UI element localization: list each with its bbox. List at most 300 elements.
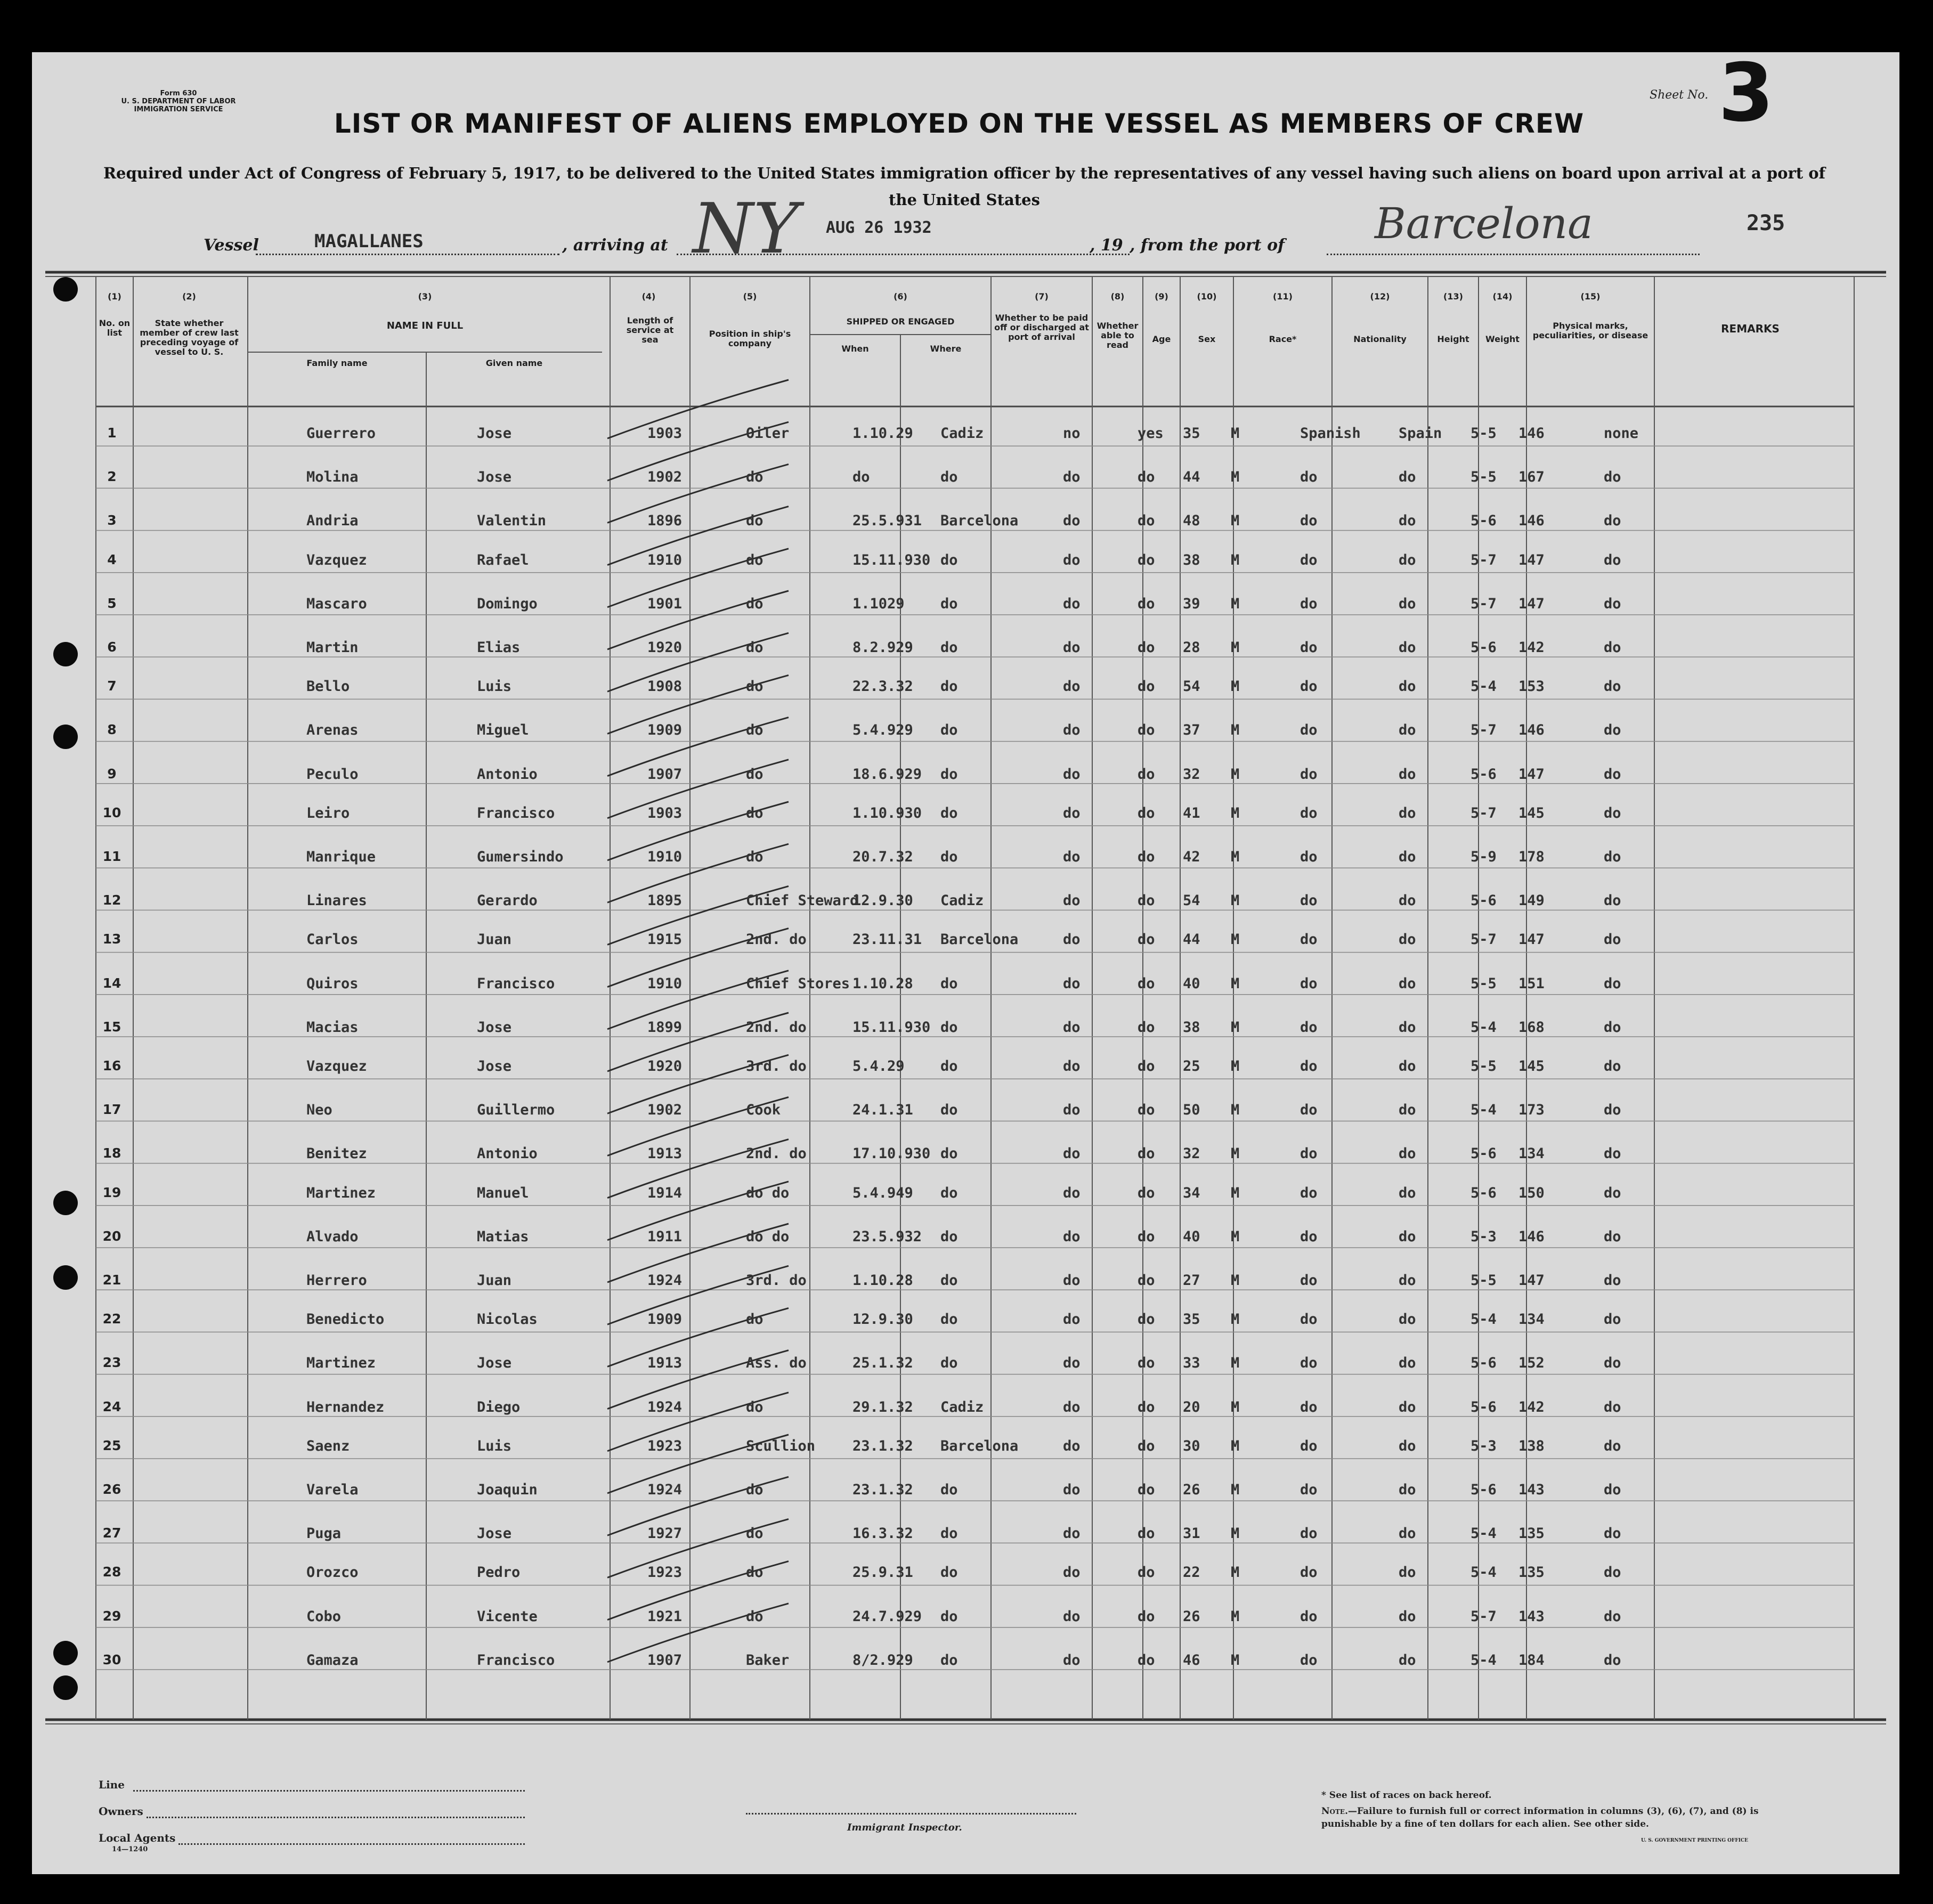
cell-sex: M [1231, 1564, 1240, 1581]
cell-weight: 167 [1518, 469, 1545, 486]
cell-marks: none [1604, 425, 1639, 442]
cell-race: do [1300, 892, 1318, 909]
cell-position: do [746, 512, 764, 530]
cell-marks: do [1604, 1184, 1621, 1201]
cell-position: 2nd. do [746, 931, 807, 948]
cell-nationality: do [1399, 892, 1416, 909]
cell-when: 24.7.929 [852, 1608, 922, 1625]
col7-header: Whether to be paid off or discharged at port of arrival [994, 313, 1089, 342]
cell-family: Benedicto [306, 1311, 385, 1328]
cell-position: Oiler [746, 425, 790, 442]
remarks-header: REMARKS [1721, 322, 1780, 335]
cell-paid: do [1063, 931, 1081, 948]
sheet-number-label: Sheet No. [1650, 88, 1709, 102]
cell-family: Neo [306, 1102, 332, 1119]
binder-hole [53, 642, 78, 666]
cell-race: do [1300, 1272, 1318, 1289]
cell-height: 5-6 [1471, 1398, 1497, 1415]
cell-given: Nicolas [477, 1311, 538, 1328]
cell-paid: do [1063, 1058, 1081, 1075]
cell-position: do do [746, 1228, 790, 1245]
cell-sex: M [1231, 975, 1240, 992]
cell-height: 5-7 [1471, 595, 1497, 612]
cell-paid: do [1063, 766, 1081, 783]
col12-number: (12) [1370, 291, 1390, 302]
col3-number: (3) [418, 291, 432, 302]
cell-race: do [1300, 849, 1318, 865]
given-name-header: Given name [485, 358, 543, 368]
cell-no: 24 [102, 1398, 121, 1414]
binder-hole [53, 1675, 78, 1700]
cell-sex: M [1231, 678, 1240, 695]
cell-sex: M [1231, 1228, 1240, 1245]
cell-paid: do [1063, 1102, 1081, 1119]
cell-no: 19 [102, 1184, 121, 1200]
cell-where: Cadiz [940, 892, 984, 909]
cell-given: Luis [477, 678, 512, 695]
cell-race: do [1300, 1398, 1318, 1415]
cell-where: Barcelona [940, 931, 1019, 948]
cell-weight: 135 [1518, 1525, 1545, 1542]
cell-age: 40 [1183, 975, 1200, 992]
cell-weight: 138 [1518, 1437, 1545, 1454]
cell-race: do [1300, 1482, 1318, 1498]
cell-sex: M [1231, 425, 1240, 442]
agents-fill [178, 1843, 525, 1845]
cell-height: 5-9 [1471, 849, 1497, 865]
cell-race: do [1300, 1355, 1318, 1372]
cell-when: 1.1029 [852, 595, 905, 612]
cell-no: 18 [102, 1145, 121, 1161]
cell-height: 5-5 [1471, 1058, 1497, 1075]
cell-given: Luis [477, 1437, 512, 1454]
cell-height: 5-4 [1471, 1102, 1497, 1119]
cell-where: do [940, 1102, 958, 1119]
cell-nationality: do [1399, 512, 1416, 530]
cell-where: do [940, 804, 958, 821]
cell-when: 5.4.949 [852, 1184, 913, 1201]
cell-service: 1921 [647, 1608, 683, 1625]
manifest-sheet [32, 52, 1899, 1874]
cell-position: do [746, 639, 764, 656]
cell-marks: do [1604, 469, 1621, 486]
cell-height: 5-4 [1471, 1019, 1497, 1036]
cell-nationality: do [1399, 469, 1416, 486]
cell-age: 44 [1183, 469, 1200, 486]
cell-age: 30 [1183, 1437, 1200, 1454]
cell-sex: M [1231, 1398, 1240, 1415]
department-name: U. S. DEPARTMENT OF LABOR [121, 97, 236, 105]
cell-family: Molina [306, 469, 359, 486]
cell-paid: do [1063, 1608, 1081, 1625]
cell-where: do [940, 595, 958, 612]
cell-read: do [1138, 1019, 1155, 1036]
cell-position: Scullion [746, 1437, 816, 1454]
footer-line-label: Line [99, 1778, 125, 1791]
cell-race: do [1300, 469, 1318, 486]
cell-race: do [1300, 931, 1318, 948]
cell-service: 1924 [647, 1398, 683, 1415]
cell-race: do [1300, 1145, 1318, 1162]
cell-position: Baker [746, 1651, 790, 1669]
races-note: * See list of races on back hereof. [1321, 1790, 1492, 1801]
cell-height: 5-4 [1471, 1651, 1497, 1669]
cell-when: 16.3.32 [852, 1525, 913, 1542]
cell-given: Joaquin [477, 1482, 538, 1498]
cell-weight: 146 [1518, 425, 1545, 442]
cell-service: 1923 [647, 1564, 683, 1581]
cell-given: Juan [477, 931, 512, 948]
cell-family: Herrero [306, 1272, 367, 1289]
cell-height: 5-4 [1471, 678, 1497, 695]
cell-paid: do [1063, 1482, 1081, 1498]
cell-nationality: do [1399, 639, 1416, 656]
col9-header: Age [1152, 334, 1171, 344]
cell-height: 5-7 [1471, 804, 1497, 821]
cell-when: 8.2.929 [852, 639, 913, 656]
line-fill [133, 1790, 525, 1792]
cell-nationality: do [1399, 1184, 1416, 1201]
cell-service: 1896 [647, 512, 683, 530]
cell-height: 5-4 [1471, 1564, 1497, 1581]
cell-service: 1913 [647, 1145, 683, 1162]
cell-weight: 178 [1518, 849, 1545, 865]
cell-read: do [1138, 849, 1155, 865]
cell-age: 26 [1183, 1608, 1200, 1625]
cell-height: 5-5 [1471, 975, 1497, 992]
cell-paid: do [1063, 1228, 1081, 1245]
cell-given: Gerardo [477, 892, 538, 909]
cell-age: 34 [1183, 1184, 1200, 1201]
cell-read: do [1138, 722, 1155, 739]
cell-when: 24.1.31 [852, 1102, 913, 1119]
cell-paid: do [1063, 678, 1081, 695]
cell-given: Diego [477, 1398, 521, 1415]
cell-when: 20.7.32 [852, 849, 913, 865]
cell-nationality: do [1399, 1437, 1416, 1454]
cell-position: do [746, 595, 764, 612]
cell-weight: 149 [1518, 892, 1545, 909]
from-port-label: , from the port of [1130, 236, 1285, 255]
cell-sex: M [1231, 1184, 1240, 1201]
binder-hole [53, 1265, 78, 1290]
cell-weight: 134 [1518, 1311, 1545, 1328]
cell-sex: M [1231, 1608, 1240, 1625]
cell-when: 25.9.31 [852, 1564, 913, 1581]
cell-marks: do [1604, 804, 1621, 821]
cell-height: 5-6 [1471, 512, 1497, 530]
cell-when: 17.10.930 [852, 1145, 931, 1162]
cell-nationality: do [1399, 1145, 1416, 1162]
agents-form-number: 14—1240 [112, 1845, 148, 1853]
cell-service: 1923 [647, 1437, 683, 1454]
cell-race: do [1300, 1437, 1318, 1454]
cell-weight: 142 [1518, 639, 1545, 656]
cell-paid: do [1063, 1019, 1081, 1036]
cell-read: do [1138, 512, 1155, 530]
cell-age: 32 [1183, 766, 1200, 783]
cell-height: 5-7 [1471, 722, 1497, 739]
col1-header: No. on list [99, 318, 131, 338]
cell-read: do [1138, 1564, 1155, 1581]
cell-read: do [1138, 469, 1155, 486]
cell-age: 38 [1183, 1019, 1200, 1036]
cell-paid: do [1063, 975, 1081, 992]
cell-paid: do [1063, 1184, 1081, 1201]
cell-race: do [1300, 678, 1318, 695]
cell-nationality: do [1399, 551, 1416, 568]
cell-paid: do [1063, 1398, 1081, 1415]
cell-weight: 143 [1518, 1482, 1545, 1498]
cell-age: 28 [1183, 639, 1200, 656]
cell-read: do [1138, 1608, 1155, 1625]
cell-age: 26 [1183, 1482, 1200, 1498]
cell-family: Martinez [306, 1184, 376, 1201]
cell-service: 1903 [647, 804, 683, 821]
cell-family: Alvado [306, 1228, 359, 1245]
cell-age: 44 [1183, 931, 1200, 948]
page-subtitle: Required under Act of Congress of February 5, 1917, to be delivered to the United States immigration officer by the representatives of any vessel having such aliens on board upon arrival at a port of the United States [103, 164, 1826, 209]
cell-where: do [940, 975, 958, 992]
cell-marks: do [1604, 595, 1621, 612]
cell-service: 1895 [647, 892, 683, 909]
cell-marks: do [1604, 1564, 1621, 1581]
cell-where: do [940, 1058, 958, 1075]
cell-family: Martinez [306, 1355, 376, 1372]
cell-family: Andria [306, 512, 359, 530]
cell-no: 14 [102, 975, 121, 991]
cell-race: Spanish [1300, 425, 1361, 442]
col4-number: (4) [641, 291, 656, 302]
cell-height: 5-5 [1471, 1272, 1497, 1289]
cell-no: 21 [102, 1272, 121, 1288]
cell-no: 29 [102, 1608, 121, 1624]
cell-paid: do [1063, 639, 1081, 656]
cell-family: Quiros [306, 975, 359, 992]
arriving-label: , arriving at [562, 236, 668, 255]
cell-read: do [1138, 678, 1155, 695]
cell-no: 12 [102, 892, 121, 908]
cell-race: do [1300, 1019, 1318, 1036]
cell-sex: M [1231, 1437, 1240, 1454]
cell-given: Antonio [477, 1145, 538, 1162]
cell-marks: do [1604, 892, 1621, 909]
cell-given: Antonio [477, 766, 538, 783]
cell-service: 1914 [647, 1184, 683, 1201]
cell-weight: 146 [1518, 512, 1545, 530]
cell-family: Guerrero [306, 425, 376, 442]
owners-fill [147, 1817, 525, 1818]
cell-no: 6 [107, 639, 117, 655]
cell-service: 1920 [647, 639, 683, 656]
cell-read: do [1138, 931, 1155, 948]
cell-read: do [1138, 595, 1155, 612]
cell-position: do [746, 1311, 764, 1328]
col6-header: SHIPPED OR ENGAGED [846, 316, 955, 327]
cell-weight: 147 [1518, 551, 1545, 568]
cell-marks: do [1604, 1651, 1621, 1669]
cell-nationality: do [1399, 1355, 1416, 1372]
cell-no: 9 [107, 766, 117, 782]
cell-no: 16 [102, 1058, 121, 1073]
cell-given: Vicente [477, 1608, 538, 1625]
cell-when: 23.1.32 [852, 1482, 913, 1498]
col13-number: (13) [1443, 291, 1463, 302]
cell-sex: M [1231, 931, 1240, 948]
cell-race: do [1300, 512, 1318, 530]
cell-given: Matias [477, 1228, 529, 1245]
cell-paid: do [1063, 1437, 1081, 1454]
cell-paid: do [1063, 1525, 1081, 1542]
cell-no: 7 [107, 678, 117, 694]
col5-header: Position in ship's company [709, 329, 791, 348]
cell-marks: do [1604, 849, 1621, 865]
cell-service: 1902 [647, 1102, 683, 1119]
cell-no: 22 [102, 1311, 121, 1327]
penalty-note [1321, 1805, 1801, 1830]
cell-when: 12.9.30 [852, 892, 913, 909]
cell-race: do [1300, 1184, 1318, 1201]
cell-race: do [1300, 1311, 1318, 1328]
cell-weight: 145 [1518, 804, 1545, 821]
cell-no: 26 [102, 1482, 121, 1497]
col1-number: (1) [108, 291, 121, 302]
cell-when: 23.11.31 [852, 931, 922, 948]
cell-race: do [1300, 1608, 1318, 1625]
cell-sex: M [1231, 1058, 1240, 1075]
cell-when: 29.1.32 [852, 1398, 913, 1415]
cell-read: do [1138, 1145, 1155, 1162]
cell-race: do [1300, 766, 1318, 783]
cell-service: 1927 [647, 1525, 683, 1542]
cell-position: Chief Stores [746, 975, 850, 992]
binder-hole [53, 277, 78, 302]
footer-owners-label: Owners [99, 1805, 143, 1818]
cell-sex: M [1231, 469, 1240, 486]
cell-weight: 150 [1518, 1184, 1545, 1201]
cell-age: 37 [1183, 722, 1200, 739]
cell-where: do [940, 1651, 958, 1669]
cell-weight: 153 [1518, 678, 1545, 695]
cell-where: do [940, 722, 958, 739]
cell-sex: M [1231, 551, 1240, 568]
cell-marks: do [1604, 1272, 1621, 1289]
cell-age: 54 [1183, 892, 1200, 909]
cell-sex: M [1231, 849, 1240, 865]
year-label: , 19 [1090, 236, 1123, 255]
cell-when: do [852, 469, 870, 486]
printing-office: U. S. GOVERNMENT PRINTING OFFICE [1641, 1838, 1749, 1843]
cell-marks: do [1604, 1228, 1621, 1245]
cell-marks: do [1604, 931, 1621, 948]
cell-paid: do [1063, 722, 1081, 739]
cell-given: Jose [477, 1355, 512, 1372]
cell-where: do [940, 1228, 958, 1245]
cell-height: 5-7 [1471, 551, 1497, 568]
cell-when: 1.10.28 [852, 1272, 913, 1289]
cell-height: 5-5 [1471, 425, 1497, 442]
cell-given: Elias [477, 639, 521, 656]
cell-position: 2nd. do [746, 1019, 807, 1036]
cell-service: 1915 [647, 931, 683, 948]
cell-where: do [940, 1019, 958, 1036]
cell-weight: 147 [1518, 1272, 1545, 1289]
cell-family: Bello [306, 678, 350, 695]
cell-family: Benitez [306, 1145, 367, 1162]
cell-position: do [746, 804, 764, 821]
cell-read: do [1138, 1228, 1155, 1245]
cell-paid: do [1063, 1311, 1081, 1328]
cell-paid: do [1063, 595, 1081, 612]
cell-where: do [940, 849, 958, 865]
cell-read: do [1138, 1437, 1155, 1454]
cell-read: do [1138, 766, 1155, 783]
cell-height: 5-6 [1471, 639, 1497, 656]
cell-nationality: do [1399, 849, 1416, 865]
cell-family: Orozco [306, 1564, 359, 1581]
col2-number: (2) [182, 291, 196, 302]
cell-read: do [1138, 1398, 1155, 1415]
cell-paid: no [1063, 425, 1081, 442]
cell-paid: do [1063, 1651, 1081, 1669]
cell-sex: M [1231, 892, 1240, 909]
cell-nationality: do [1399, 1272, 1416, 1289]
cell-position: do [746, 1482, 764, 1498]
cell-nationality: do [1399, 1102, 1416, 1119]
cell-given: Jose [477, 1058, 512, 1075]
cell-service: 1924 [647, 1482, 683, 1498]
cell-given: Francisco [477, 804, 555, 821]
cell-when: 1.10.930 [852, 804, 922, 821]
cell-where: do [940, 551, 958, 568]
cell-given: Gumersindo [477, 849, 564, 865]
cell-when: 12.9.30 [852, 1311, 913, 1328]
cell-nationality: do [1399, 722, 1416, 739]
cell-marks: do [1604, 678, 1621, 695]
cell-read: do [1138, 892, 1155, 909]
cell-nationality: do [1399, 804, 1416, 821]
cell-weight: 184 [1518, 1651, 1545, 1669]
cell-no: 1 [107, 425, 117, 441]
cell-where: do [940, 1608, 958, 1625]
cell-paid: do [1063, 469, 1081, 486]
cell-paid: do [1063, 892, 1081, 909]
cell-age: 42 [1183, 849, 1200, 865]
cell-sex: M [1231, 1311, 1240, 1328]
cell-read: do [1138, 975, 1155, 992]
col6-number: (6) [894, 291, 907, 302]
cell-nationality: do [1399, 1398, 1416, 1415]
cell-marks: do [1604, 1608, 1621, 1625]
cell-marks: do [1604, 975, 1621, 992]
cell-paid: do [1063, 1355, 1081, 1372]
cell-position: 3rd. do [746, 1058, 807, 1075]
cell-age: 35 [1183, 1311, 1200, 1328]
cell-race: do [1300, 722, 1318, 739]
cell-height: 5-6 [1471, 1145, 1497, 1162]
col7-number: (7) [1035, 291, 1049, 302]
cell-no: 23 [102, 1355, 121, 1371]
cell-position: Chief Steward [746, 892, 859, 909]
cell-age: 32 [1183, 1145, 1200, 1162]
cell-service: 1899 [647, 1019, 683, 1036]
cell-family: Martin [306, 639, 359, 656]
cell-weight: 147 [1518, 931, 1545, 948]
arriving-port-handwritten: NY [693, 188, 799, 269]
cell-when: 25.5.931 [852, 512, 922, 530]
cell-family: Macias [306, 1019, 359, 1036]
cell-race: do [1300, 1525, 1318, 1542]
